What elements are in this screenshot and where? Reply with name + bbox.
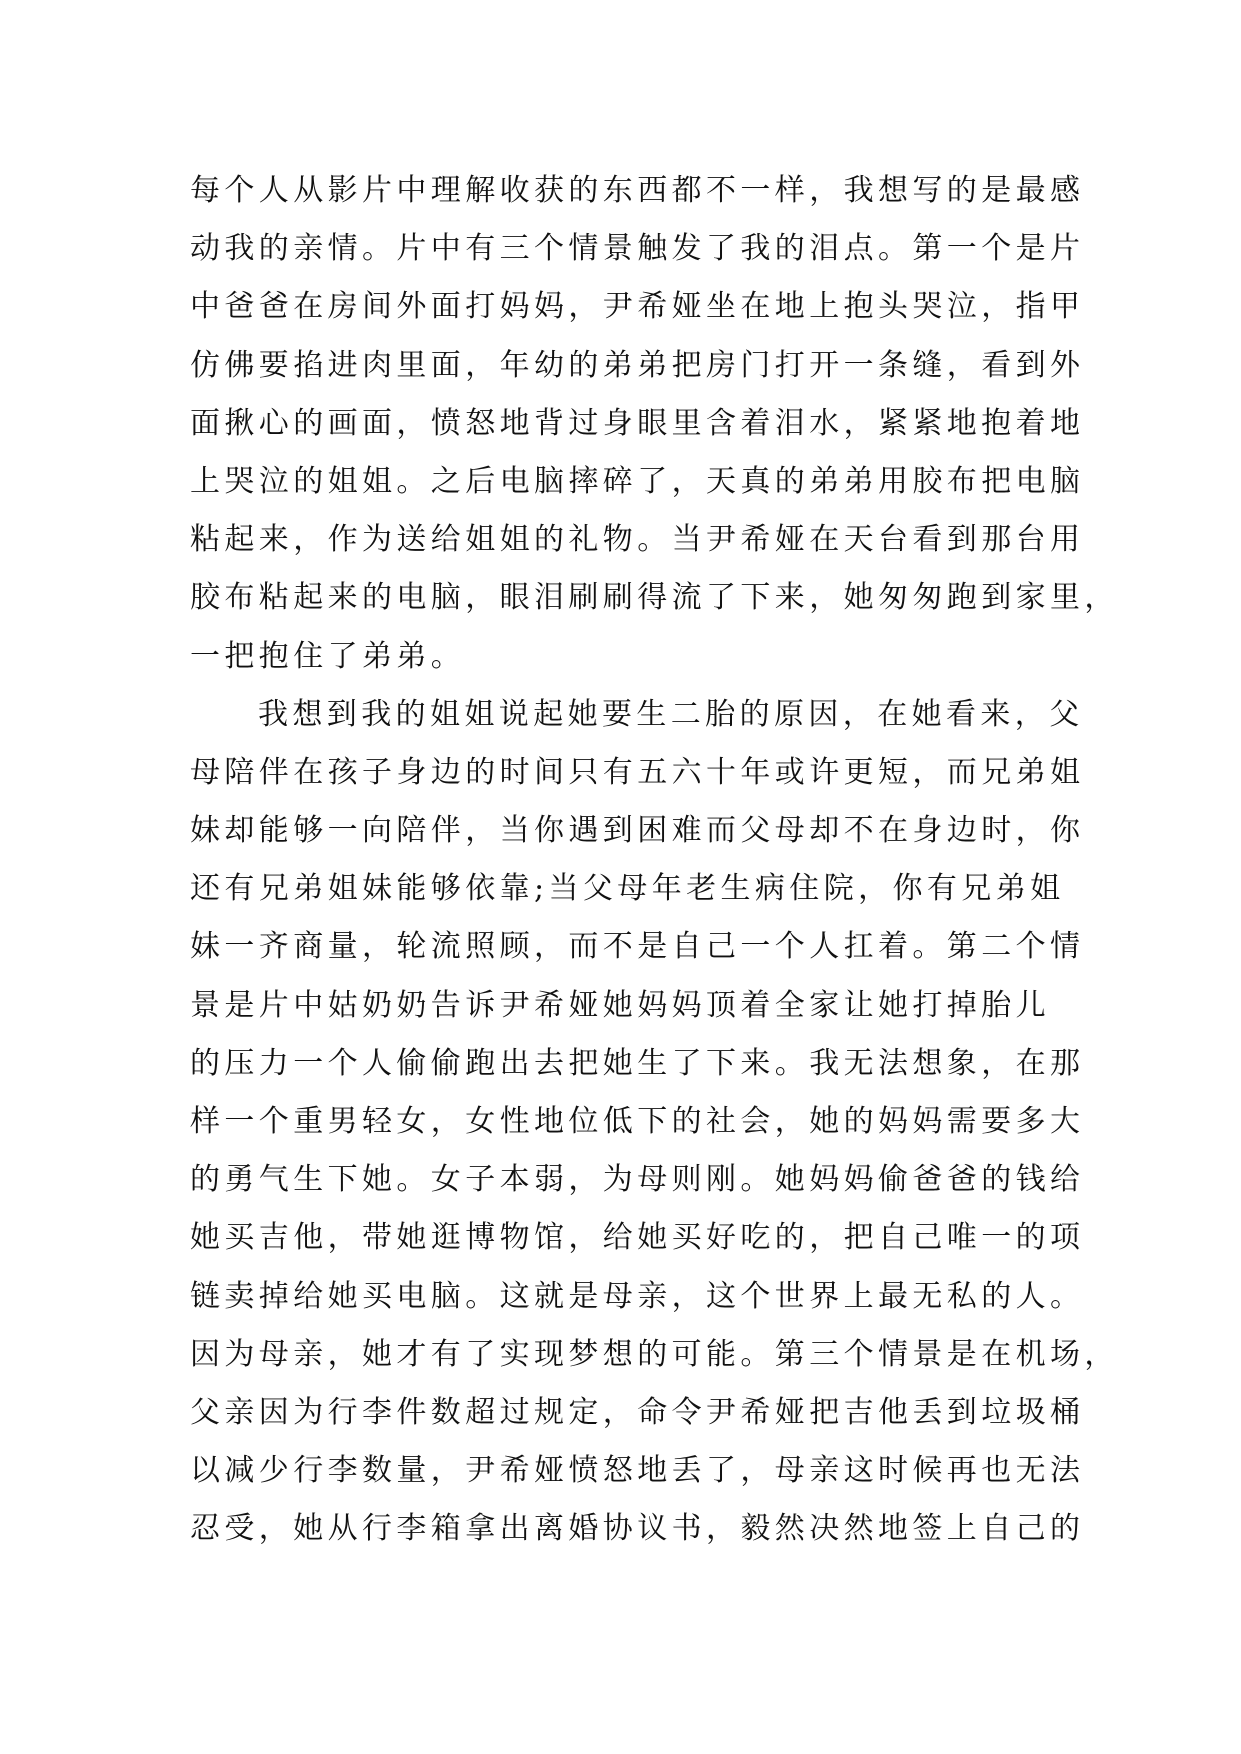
text-line: 妹一齐商量，轮流照顾，而不是自己一个人扛着。第二个情 (190, 929, 1085, 965)
text-line: 母陪伴在孩子身边的时间只有五六十年或许更短，而兄弟姐 (190, 754, 1085, 790)
text-line: 以减少行李数量，尹希娅愤怒地丢了，母亲这时候再也无法 (190, 1453, 1085, 1489)
text-line: 她买吉他，带她逛博物馆，给她买好吃的，把自己唯一的项 (190, 1220, 1085, 1256)
paragraph-start-line: 我想到我的姐姐说起她要生二胎的原因，在她看来，父 (258, 696, 1084, 732)
text-line: 中爸爸在房间外面打妈妈，尹希娅坐在地上抱头哭泣，指甲 (190, 289, 1085, 325)
text-line: 父亲因为行李件数超过规定，命令尹希娅把吉他丢到垃圾桶 (190, 1394, 1085, 1430)
text-line: 胶布粘起来的电脑，眼泪刷刷得流了下来，她匆匆跑到家里， (190, 580, 1119, 616)
text-line: 面揪心的画面，愤怒地背过身眼里含着泪水，紧紧地抱着地 (190, 405, 1085, 441)
text-line: 粘起来，作为送给姐姐的礼物。当尹希娅在天台看到那台用 (190, 522, 1085, 558)
text-line: 一把抱住了弟弟。 (190, 638, 466, 674)
text-line: 上哭泣的姐姐。之后电脑摔碎了，天真的弟弟用胶布把电脑 (190, 463, 1085, 499)
text-line: 忍受，她从行李箱拿出离婚协议书，毅然决然地签上自己的 (190, 1511, 1085, 1547)
text-line: 每个人从影片中理解收获的东西都不一样，我想写的是最感 (190, 173, 1085, 208)
text-line: 还有兄弟姐妹能够依靠;当父母年老生病住院，你有兄弟姐 (190, 871, 1065, 907)
text-line: 的勇气生下她。女子本弱，为母则刚。她妈妈偷爸爸的钱给 (190, 1162, 1085, 1198)
text-line: 仿佛要掐进肉里面，年幼的弟弟把房门打开一条缝，看到外 (190, 347, 1085, 383)
text-line: 因为母亲，她才有了实现梦想的可能。第三个情景是在机场， (190, 1336, 1119, 1372)
text-line: 样一个重男轻女，女性地位低下的社会，她的妈妈需要多大 (190, 1104, 1085, 1139)
text-line: 动我的亲情。片中有三个情景触发了我的泪点。第一个是片 (190, 231, 1085, 267)
text-line: 链卖掉给她买电脑。这就是母亲，这个世界上最无私的人。 (190, 1278, 1085, 1314)
body-text (190, 162, 1119, 1559)
text-line: 的压力一个人偷偷跑出去把她生了下来。我无法想象，在那 (190, 1045, 1085, 1081)
text-line: 妹却能够一向陪伴，当你遇到困难而父母却不在身边时，你 (190, 813, 1085, 849)
text-line: 景是片中姑奶奶告诉尹希娅她妈妈顶着全家让她打掉胎儿 (190, 987, 1050, 1023)
